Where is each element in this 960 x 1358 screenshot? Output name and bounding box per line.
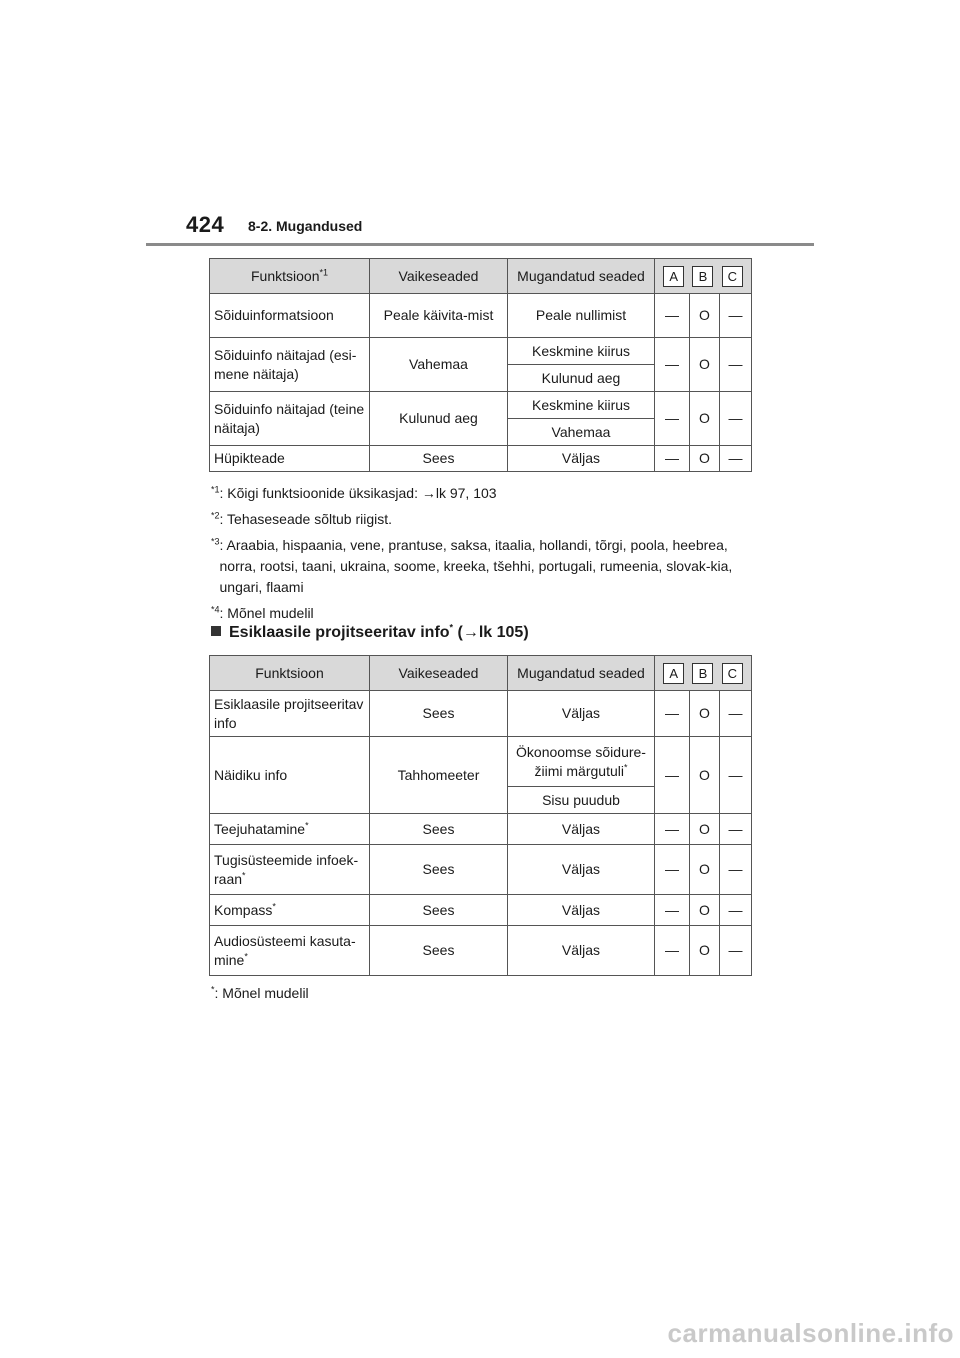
default-cell: Sees	[370, 814, 508, 845]
mode-b-cell: O	[690, 691, 720, 737]
table2-header-row	[210, 656, 752, 691]
custom-cell: Väljas	[508, 814, 655, 845]
table-row	[210, 691, 752, 737]
mode-b-cell: O	[690, 926, 720, 976]
mode-c-cell: —	[720, 392, 752, 446]
table1-header-default: Vaikeseaded	[370, 259, 508, 294]
function-cell: Teejuhatamine*	[210, 814, 370, 845]
table-row	[210, 737, 752, 787]
default-cell: Sees	[370, 446, 508, 472]
table-row	[210, 338, 752, 365]
custom-cell: Väljas	[508, 926, 655, 976]
table1-header-row	[210, 259, 752, 294]
mode-b-cell: O	[690, 294, 720, 338]
mode-c-cell: —	[720, 691, 752, 737]
section-title: 8-2. Mugandused	[248, 218, 363, 234]
function-cell: Hüpikteade	[210, 446, 370, 472]
mode-c-cell: —	[720, 845, 752, 895]
mode-a-box: A	[663, 663, 684, 684]
footnotes	[211, 483, 756, 629]
custom-cell: Väljas	[508, 691, 655, 737]
mode-a-cell: —	[655, 926, 690, 976]
table-row	[210, 814, 752, 845]
mode-a-cell: —	[655, 814, 690, 845]
custom-cell: Ökonoomse sõidure-žiimi märgutuli*	[508, 737, 655, 787]
function-cell: Audiosüsteemi kasuta-mine*	[210, 926, 370, 976]
mode-a-box: A	[663, 266, 684, 287]
mode-b-cell: O	[690, 446, 720, 472]
mode-a-cell: —	[655, 446, 690, 472]
mode-c-cell: —	[720, 737, 752, 814]
custom-cell: Väljas	[508, 895, 655, 926]
custom-cell: Väljas	[508, 446, 655, 472]
header-divider	[146, 243, 814, 246]
mode-b-box: B	[692, 663, 713, 684]
function-cell: Kompass*	[210, 895, 370, 926]
custom-cell: Väljas	[508, 845, 655, 895]
function-cell: Tugisüsteemide infoek-raan*	[210, 845, 370, 895]
mode-a-cell: —	[655, 294, 690, 338]
mode-c-box: C	[722, 663, 743, 684]
footnote-bottom: *: Mõnel mudelil	[211, 984, 309, 1001]
table2-header-default: Vaikeseaded	[370, 656, 508, 691]
function-cell: Sõiduinfo näitajad (esi-mene näitaja)	[210, 338, 370, 392]
page-number: 424	[186, 212, 225, 237]
custom-cell: Keskmine kiirus	[508, 338, 655, 365]
mode-c-cell: —	[720, 926, 752, 976]
mode-b-cell: O	[690, 392, 720, 446]
function-cell: Sõiduinfo näitajad (teine näitaja)	[210, 392, 370, 446]
default-cell: Peale käivita-mist	[370, 294, 508, 338]
table-row	[210, 845, 752, 895]
table2-header-abc	[655, 656, 752, 691]
footnote: $^{*2}$ : Tehaseseade sõltub riigist.	[211, 510, 393, 527]
footnote: $^{*4}$ : Mõnel mudelil	[211, 604, 314, 621]
mode-a-cell: —	[655, 392, 690, 446]
table-row	[210, 895, 752, 926]
table2-header-custom: Mugandatud seaded	[508, 656, 655, 691]
function-cell: Esiklaasile projitseeritav info	[210, 691, 370, 737]
custom-cell: Peale nullimist	[508, 294, 655, 338]
mode-b-cell: O	[690, 737, 720, 814]
mode-b-cell: O	[690, 814, 720, 845]
mode-a-cell: —	[655, 845, 690, 895]
footnote: $^{*1}$ : Kõigi funktsioonide üksikasjad: →lk 97, 103	[211, 484, 497, 501]
mode-b-cell: O	[690, 895, 720, 926]
default-cell: Sees	[370, 926, 508, 976]
custom-cell: Keskmine kiirus	[508, 392, 655, 419]
mode-b-cell: O	[690, 338, 720, 392]
default-cell: Sees	[370, 691, 508, 737]
mode-a-cell: —	[655, 691, 690, 737]
custom-cell: Kulunud aeg	[508, 365, 655, 392]
subheading: Esiklaasile projitseeritav info* (→lk 105)	[211, 624, 529, 642]
table2-header-function: Funktsioon	[210, 656, 370, 691]
custom-cell: Sisu puudub	[508, 787, 655, 814]
default-cell: Vahemaa	[370, 338, 508, 392]
settings-table-2	[209, 655, 752, 976]
mode-c-cell: —	[720, 814, 752, 845]
custom-cell: Vahemaa	[508, 419, 655, 446]
function-cell: Sõiduinformatsioon	[210, 294, 370, 338]
mode-c-box: C	[722, 266, 743, 287]
mode-b-box: B	[692, 266, 713, 287]
mode-c-cell: —	[720, 294, 752, 338]
square-bullet-icon	[211, 626, 221, 636]
settings-table-1	[209, 258, 752, 472]
table1-header-function: Funktsioon$^{*1}$	[210, 259, 370, 294]
table-row	[210, 294, 752, 338]
watermark: carmanualsonline.info	[667, 1318, 954, 1348]
table-row	[210, 392, 752, 419]
mode-b-cell: O	[690, 845, 720, 895]
default-cell: Sees	[370, 845, 508, 895]
default-cell: Kulunud aeg	[370, 392, 508, 446]
default-cell: Tahhomeeter	[370, 737, 508, 814]
function-cell: Näidiku info	[210, 737, 370, 814]
mode-c-cell: —	[720, 895, 752, 926]
mode-c-cell: —	[720, 338, 752, 392]
table1-header-custom: Mugandatud seaded	[508, 259, 655, 294]
table1-header-abc	[655, 259, 752, 294]
mode-a-cell: —	[655, 895, 690, 926]
mode-a-cell: —	[655, 737, 690, 814]
footnote: $^{*3}$ : Araabia, hispaania, vene, prantuse, saksa, itaalia, hollandi, tõrgi, poola, heebrea, norra, rootsi, taani, ukraina, soome, kreeka, tšehhi, portugali, rumeenia, slovak-kia, ungari, flaami	[211, 536, 733, 595]
default-cell: Sees	[370, 895, 508, 926]
table-row	[210, 926, 752, 976]
mode-a-cell: —	[655, 338, 690, 392]
mode-c-cell: —	[720, 446, 752, 472]
table-row	[210, 446, 752, 472]
